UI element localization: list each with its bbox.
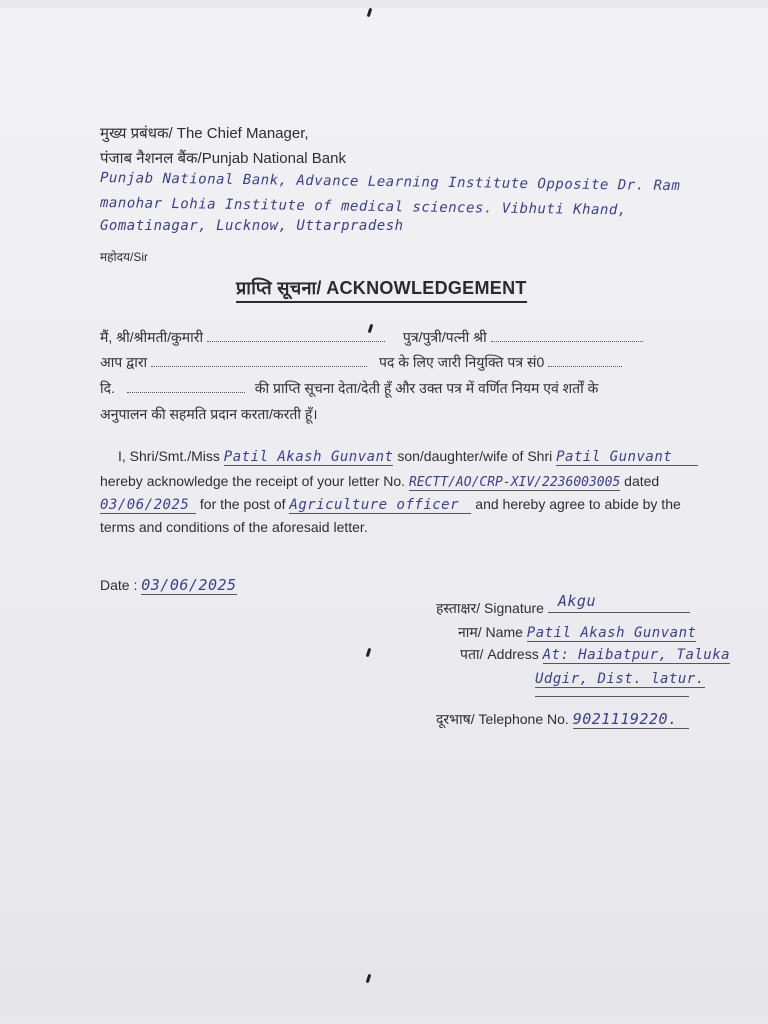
address-blank-line [535, 696, 689, 697]
letter-number-field: RECTT/AO/CRP-XIV/2236003005 [408, 475, 621, 490]
signature-line [548, 592, 690, 613]
date-value: 03/06/2025 [141, 576, 237, 594]
hindi-line-3 [100, 379, 598, 398]
punch-mark [366, 974, 372, 983]
father-name-field: Patil Gunvant [556, 449, 698, 466]
english-p2: son/daughter/wife of Shri [397, 448, 553, 464]
blank-field [207, 329, 385, 342]
hindi-line-1a: मैं, श्री/श्रीमती/कुमारी [100, 329, 204, 345]
english-line-2 [100, 473, 659, 491]
english-p3: hereby acknowledge the receipt of your letter No. [100, 473, 406, 489]
hindi-line-1b: पुत्र/पुत्री/पत्नी श्री [402, 329, 487, 345]
hindi-line-2b: पद के लिए जारी नियुक्ति पत्र सं0 [378, 354, 545, 370]
date-label: Date : [100, 577, 138, 593]
english-p4: dated [624, 473, 660, 489]
title-english: ACKNOWLEDGEMENT [326, 278, 527, 298]
title-hindi: प्राप्ति सूचना/ [236, 278, 322, 298]
blank-field [151, 354, 367, 367]
letter-date-field: 03/06/2025 [100, 497, 196, 514]
english-line-1 [118, 448, 698, 466]
hindi-line-3b: की प्राप्ति सूचना देता/देती हूँ और उक्त पत्र में वर्णित नियम एवं शर्तों के [254, 380, 599, 396]
punch-mark [367, 8, 373, 17]
candidate-name-field: Patil Akash Gunvant [223, 449, 394, 465]
signature-row [436, 592, 690, 618]
salutation: महोदय/Sir [100, 250, 148, 264]
hindi-line-2 [100, 353, 622, 372]
hindi-line-3a: दि. [100, 380, 115, 396]
addressee-hand-line-3: Gomatinagar, Lucknow, Uttarpradesh [100, 218, 404, 234]
page-title [236, 276, 527, 303]
blank-field [127, 380, 245, 393]
blank-field [491, 329, 643, 342]
english-line-4: terms and conditions of the aforesaid letter. [100, 519, 368, 535]
addressee-hand-line-2: manohar Lohia Institute of medical sciences. Vibhuti Khand, [99, 195, 627, 219]
signature-label: हस्ताक्षर/ Signature [436, 600, 544, 616]
addressee-hand-line-1: Punjab National Bank, Advance Learning Institute Opposite Dr. Ram [99, 170, 681, 195]
name-label: नाम/ Name [458, 624, 523, 640]
hindi-line-2a: आप द्वारा [100, 354, 148, 370]
english-p6: and hereby agree to abide by the [475, 496, 681, 512]
name-value: Patil Akash Gunvant [526, 625, 697, 641]
english-p5: for the post of [199, 496, 286, 512]
address-row [460, 645, 730, 664]
signature-value: Akgu [557, 592, 596, 610]
telephone-value: 9021119220. [573, 710, 689, 729]
address-label: पता/ Address [460, 646, 539, 662]
date-row [100, 576, 237, 595]
telephone-label: दूरभाष/ Telephone No. [436, 711, 569, 727]
punch-mark [366, 648, 372, 657]
addressee-line-2: पंजाब नैशनल बैंक/Punjab National Bank [100, 150, 346, 167]
english-p1: I, Shri/Smt./Miss [118, 448, 220, 464]
address-line-1: At: Haibatpur, Taluka [542, 647, 731, 663]
hindi-line-1 [100, 328, 643, 347]
address-row-2 [535, 670, 705, 688]
address-line-2: Udgir, Dist. latur. [535, 671, 705, 687]
name-row [458, 623, 696, 642]
addressee-line-1: मुख्य प्रबंधक/ The Chief Manager, [100, 125, 309, 142]
hindi-line-4: अनुपालन की सहमति प्रदान करता/करती हूँ। [100, 406, 318, 422]
english-line-3 [100, 496, 681, 514]
post-field: Agriculture officer [289, 497, 471, 514]
document-page [0, 8, 768, 1018]
blank-field [548, 354, 622, 367]
telephone-row [436, 710, 689, 729]
